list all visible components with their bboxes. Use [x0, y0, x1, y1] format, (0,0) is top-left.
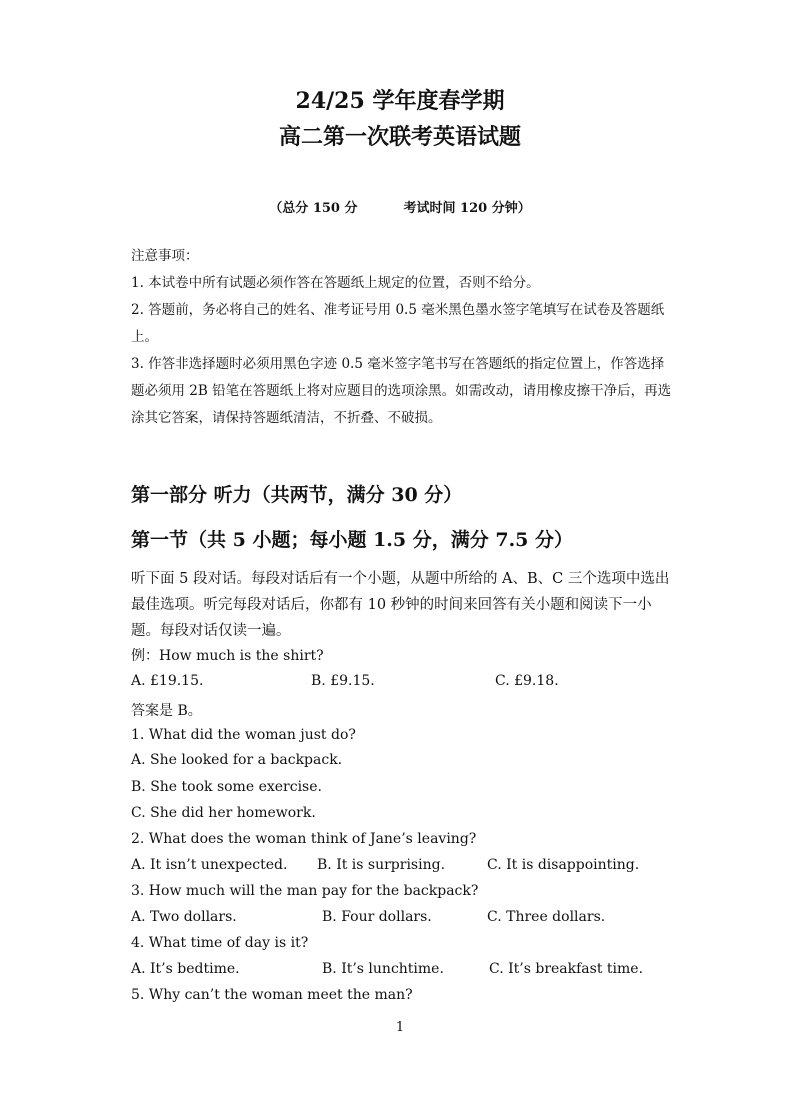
- total-score: （总分 150 分: [269, 201, 358, 216]
- question-4-option-c: C. It’s breakfast time.: [489, 961, 644, 977]
- question-4-option-b: B. It’s lunchtime.: [322, 961, 444, 977]
- notice-item-2: 2. 答题前，务必将自己的姓名、准考证号用 0.5 毫米黑色墨水签字笔填写在试卷及答题纸上。: [131, 302, 665, 345]
- section1-heading: 第一节（共 5 小题；每小题 1.5 分，满分 7.5 分）: [131, 529, 574, 551]
- part1-heading: 第一部分 听力（共两节，满分 30 分）: [131, 484, 463, 506]
- question-1-option-a: A. She looked for a backpack.: [131, 752, 343, 768]
- question-1-stem: 1. What did the woman just do?: [131, 727, 356, 743]
- question-5-stem: 5. Why can’t the woman meet the man?: [131, 987, 413, 1003]
- question-4-option-a: A. It’s bedtime.: [131, 961, 240, 977]
- exam-title: 高二第一次联考英语试题: [278, 124, 521, 150]
- example-answer: 答案是 B。: [131, 703, 202, 719]
- notice-title: 注意事项：: [131, 248, 199, 264]
- example-option-b: B. £9.15.: [311, 673, 375, 689]
- example-question: 例：How much is the shirt?: [131, 648, 324, 664]
- notice-item-3: 3. 作答非选择题时必须用黑色字迹 0.5 毫米签字笔书写在答题纸的指定位置上，作答选择题必须用 2B 铅笔在答题纸上将对应题目的选项涂黑。如需改动，请用橡皮擦干净后，再选涂其它答案，请保持答题纸清洁，不折叠、不破损。: [131, 356, 672, 426]
- notice-item-1: 1. 本试卷中所有试题必须作答在答题纸上规定的位置，否则不给分。: [131, 275, 540, 291]
- question-2-stem: 2. What does the woman think of Jane’s leaving?: [131, 831, 477, 847]
- question-4-stem: 4. What time of day is it?: [131, 935, 309, 951]
- question-3-option-b: B. Four dollars.: [322, 909, 432, 925]
- exam-time: 考试时间 120 分钟）: [403, 201, 531, 216]
- question-3-option-a: A. Two dollars.: [131, 909, 237, 925]
- question-2-option-b: B. It is surprising.: [317, 857, 446, 873]
- example-option-a: A. £19.15.: [131, 673, 204, 689]
- score-time-line: [0, 197, 800, 216]
- question-3-option-c: C. Three dollars.: [487, 909, 606, 925]
- question-2-option-c: C. It is disappointing.: [487, 857, 640, 873]
- question-1-option-c: C. She did her homework.: [131, 805, 316, 821]
- exam-term-title: 24/25 学年度春学期: [295, 88, 505, 114]
- example-option-c: C. £9.18.: [495, 673, 559, 689]
- question-3-stem: 3. How much will the man pay for the backpack?: [131, 883, 479, 899]
- question-1-option-b: B. She took some exercise.: [131, 779, 322, 795]
- page-number: 1: [395, 1020, 405, 1035]
- listening-instructions: 听下面 5 段对话。每段对话后有一个小题，从题中所给的 A、B、C 三个选项中选出最佳选项。听完每段对话后，你都有 10 秒钟的时间来回答有关小题和阅读下一小题。每段对话仅读一遍。: [131, 571, 670, 639]
- question-2-option-a: A. It isn’t unexpected.: [131, 857, 288, 873]
